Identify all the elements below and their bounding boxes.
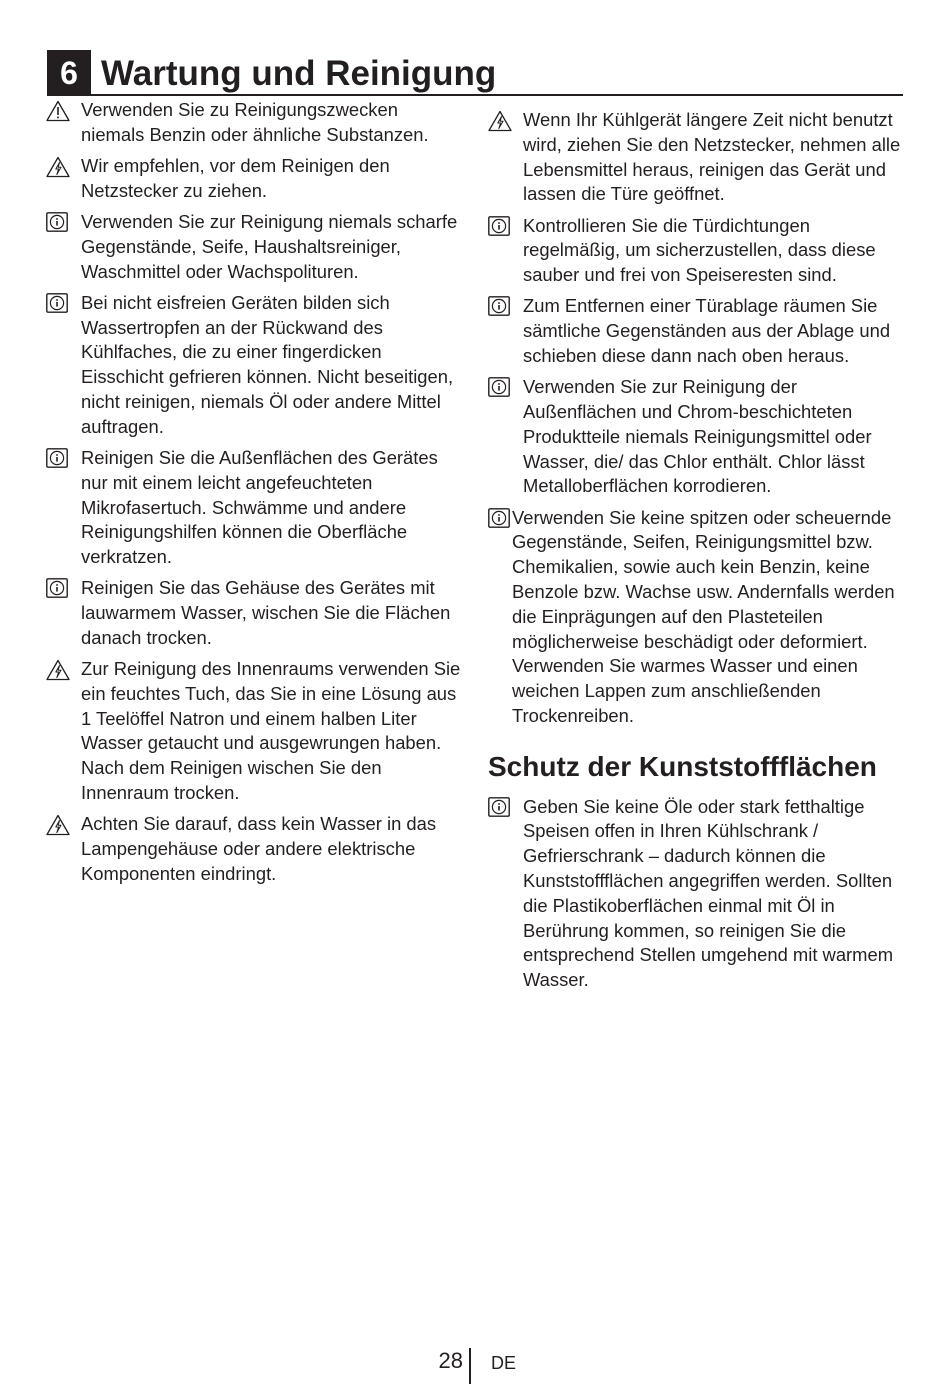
notice-text: Kontrollieren Sie die Türdichtungen regelmäßig, um sicherzustellen, dass diese sauber und frei von Speiseresten sind. bbox=[523, 214, 876, 286]
notice-text: Zum Entfernen einer Türablage räumen Sie sämtliche Gegenständen aus der Ablage und schieben diese dann nach oben heraus. bbox=[523, 295, 891, 366]
notice-item bbox=[46, 576, 466, 650]
electric-warning-icon bbox=[488, 110, 512, 132]
notice-text: Wenn Ihr Kühlgerät längere Zeit nicht benutzt wird, ziehen Sie den Netzstecker, nehmen alle Lebensmittel heraus, reinigen das Gerät und lassen die Türe geöffnet. bbox=[523, 109, 901, 205]
warning-icon bbox=[46, 100, 70, 122]
right-column-items bbox=[488, 108, 908, 729]
info-icon bbox=[46, 578, 70, 600]
info-icon bbox=[488, 377, 512, 399]
notice-text: Geben Sie keine Öle oder stark fetthaltige Speisen offen in Ihren Kühlschrank / Gefrierschrank – dadurch können die Kunststoffflächen angegriffen werden. Sollten die Plastikoberflächen einmal mit Öl in Berührung kommen, so reinigen Sie die entsprechend Stellen umgehend mit warmem Wasser. bbox=[523, 795, 894, 991]
notice-item bbox=[46, 446, 466, 570]
notice-item bbox=[46, 154, 466, 204]
electric-warning-icon bbox=[46, 659, 70, 681]
notice-item bbox=[488, 375, 908, 499]
page-footer bbox=[0, 1344, 950, 1384]
notice-text: Bei nicht eisfreien Geräten bilden sich Wassertropfen an der Rückwand des Kühlfaches, die zu einer fingerdicken Eisschicht gefrieren können. Nicht beseitigen, nicht reinigen, niemals Öl oder andere Mittel auftragen. bbox=[81, 291, 454, 437]
notice-item bbox=[46, 98, 466, 148]
notice-item bbox=[46, 657, 466, 806]
info-icon bbox=[488, 508, 512, 530]
notice-text: Achten Sie darauf, dass kein Wasser in das Lampengehäuse oder andere elektrische Komponenten eindringt. bbox=[81, 813, 437, 884]
notice-item bbox=[488, 795, 908, 993]
chapter-title: Wartung und Reinigung bbox=[101, 54, 497, 93]
info-icon bbox=[488, 296, 512, 318]
info-icon bbox=[46, 293, 70, 315]
electric-warning-icon bbox=[46, 156, 70, 178]
footer-divider bbox=[469, 1348, 471, 1384]
subsection-items bbox=[488, 795, 908, 993]
info-icon bbox=[46, 448, 70, 470]
notice-text: Wir empfehlen, vor dem Reinigen den Netzstecker zu ziehen. bbox=[81, 154, 390, 201]
page-number: 28 bbox=[438, 1348, 463, 1373]
notice-item bbox=[46, 291, 466, 440]
right-column bbox=[488, 108, 908, 999]
info-icon bbox=[488, 216, 512, 238]
subsection-title: Schutz der Kunststoffflächen bbox=[488, 750, 877, 782]
notice-text: Zur Reinigung des Innenraums verwenden Sie ein feuchtes Tuch, das Sie in eine Lösung aus 1 Teelöffel Natron und einem halben Liter Wasser getaucht und ausgewrungen haben. Nach dem Reinigen wischen Sie den Innenraum trocken. bbox=[81, 658, 461, 804]
notice-text: Verwenden Sie zur Reinigung der Außenflächen und Chrom-beschichteten Produktteile niemals Reinigungsmittel oder Wasser, die/ das Chlor enthält. Chlor lässt Metalloberflächen korrodieren. bbox=[523, 376, 872, 497]
electric-warning-icon bbox=[46, 814, 70, 836]
left-column bbox=[46, 98, 466, 893]
notice-item bbox=[488, 214, 908, 288]
notice-item bbox=[488, 506, 908, 729]
notice-text: Reinigen Sie die Außenflächen des Gerätes nur mit einem leicht angefeuchteten Mikrofasertuch. Schwämme und andere Reinigungshilfen können die Oberfläche verkratzen. bbox=[81, 446, 438, 568]
chapter-header bbox=[47, 50, 903, 96]
notice-text: Verwenden Sie zu Reinigungszwecken niemals Benzin oder ähnliche Substanzen. bbox=[81, 99, 429, 145]
notice-item bbox=[46, 812, 466, 886]
language-code: DE bbox=[491, 1353, 517, 1373]
chapter-number-badge: 6 bbox=[47, 50, 91, 94]
notice-item bbox=[488, 108, 908, 207]
info-icon bbox=[46, 212, 70, 234]
notice-item bbox=[488, 294, 908, 368]
notice-text: Verwenden Sie zur Reinigung niemals scharfe Gegenstände, Seife, Haushaltsreiniger, Waschmittel oder Wachspolituren. bbox=[81, 210, 458, 282]
notice-item bbox=[46, 210, 466, 284]
info-icon bbox=[488, 797, 512, 819]
notice-text: Reinigen Sie das Gehäuse des Gerätes mit lauwarmem Wasser, wischen Sie die Flächen danach trocken. bbox=[81, 577, 451, 648]
notice-text: Verwenden Sie keine spitzen oder scheuernde Gegenstände, Seifen, Reinigungsmittel bzw. Chemikalien, sowie auch kein Benzin, keine Benzole bzw. Wachse usw. Andernfalls werden die Einprägungen auf den Plasteteilen möglicherweise beschädigt oder deformiert. Verwenden Sie warmes Wasser und einen weichen Lappen zum anschließenden Trockenreiben. bbox=[512, 506, 895, 726]
